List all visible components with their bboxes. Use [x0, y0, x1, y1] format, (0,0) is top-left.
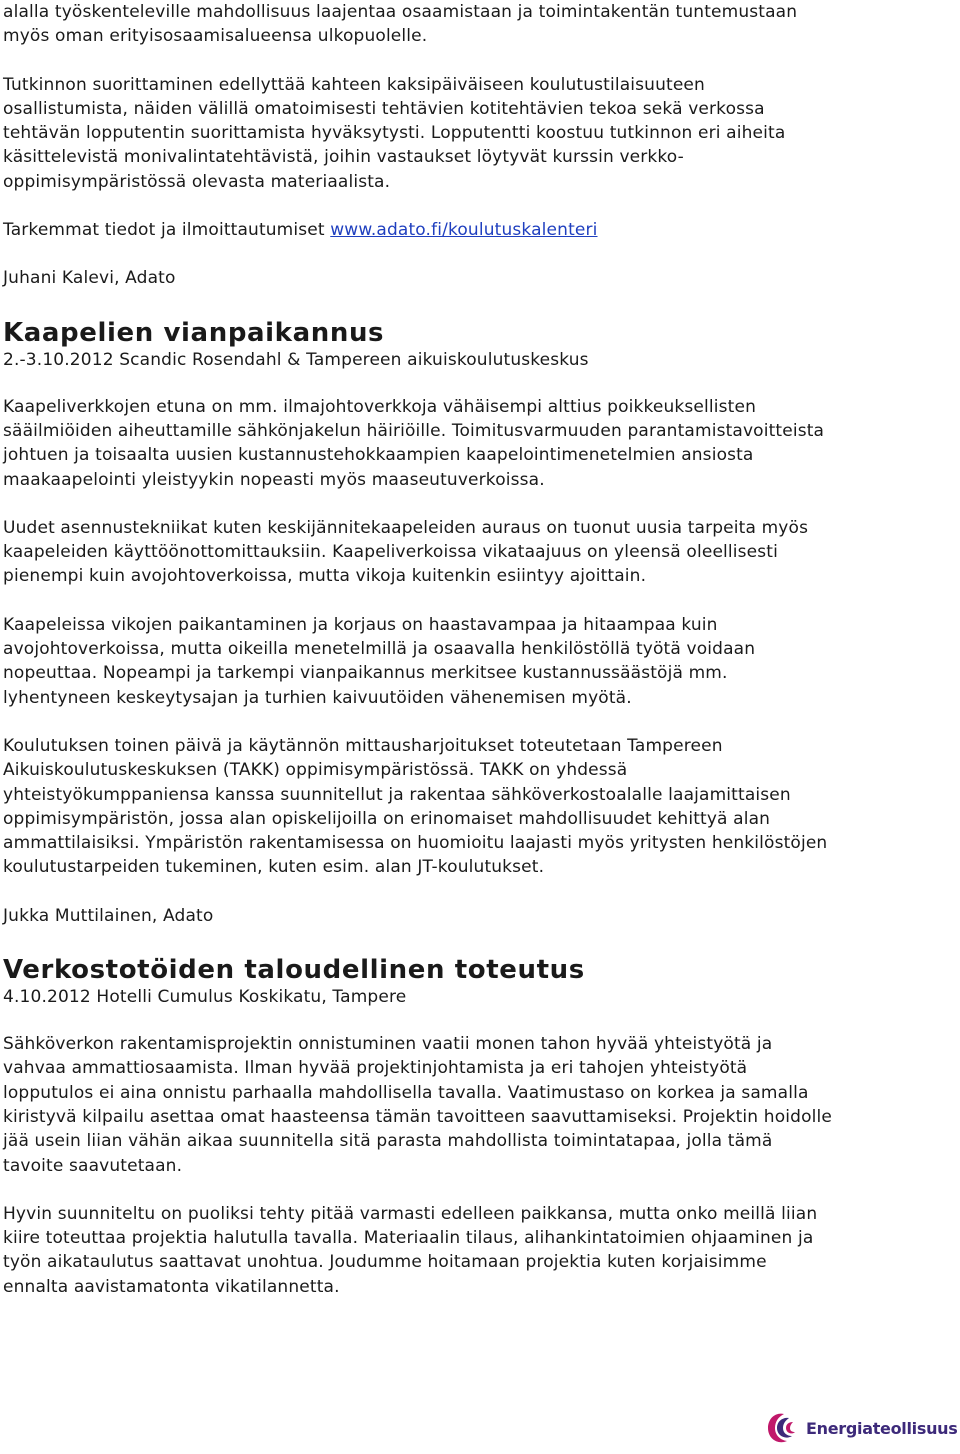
- more-info-text: Tarkemmat tiedot ja ilmoittautumiset: [3, 220, 331, 241]
- document-page: [3, 0, 957, 1299]
- section2-paragraph-2: Hyvin suunniteltu on puoliksi tehty pitää varmasti edelleen paikkansa, mutta onko meillä liian kiire toteuttaa projektia halutulla tavalla. Materiaalin tilaus, alihankintatoimien ohjaaminen ja työn aikataulutus saattavat unohtua. Joudumme hoitamaan projektia kuten korjaisimme ennalta aavistamatonta vikatilannetta.: [3, 1203, 818, 1297]
- intro-paragraph-2: Tutkinnon suorittaminen edellyttää kahteen kaksipäiväiseen koulutustilaisuuteen osallistumista, näiden välillä omatoimisesti tehtävien kotitehtävien tekoa sekä verkossa tehtävän lopputentin suorittamista hyväksytysti. Lopputentti koostuu tutkinnon eri aiheita käsittelevistä monivalintatehtävistä, joihin vastaukset löytyvät kurssin verkko- oppimisympäristössä olevasta materiaalista.: [3, 74, 786, 192]
- intro-author: Juhani Kalevi, Adato: [3, 268, 176, 289]
- section1-paragraph-4: Koulutuksen toinen päivä ja käytännön mittausharjoitukset toteutetaan Tampereen Aikuiskoulutuskeskuksen (TAKK) oppimisympäristössä. TAKK on yhdessä yhteistyökumppaniensa kanssa suunnitellut ja rakentaa sähköverkostoalalle laajamittaisen oppimisympäristön, jossa alan opiskelijoilla on erinomaiset mahdollisuudet kehittyä alan ammattilaisiksi. Ympäristön rakentamisessa on huomioitu laajasti myös yritysten henkilöstöjen koulutustarpeiden tukeminen, kuten esim. alan JT-koulutukset.: [3, 735, 828, 878]
- section2-date-venue: 4.10.2012 Hotelli Cumulus Koskikatu, Tampere: [3, 987, 407, 1008]
- section1-author: Jukka Muttilainen, Adato: [3, 905, 214, 926]
- energiateollisuus-logo: [762, 1406, 958, 1450]
- section1-paragraph-1: Kaapeliverkkojen etuna on mm. ilmajohtoverkkoja vähäisempi alttius poikkeuksellisten sääilmiöiden aiheuttamille sähkönjakelun häiriöille. Toimitusvarmuuden parantamistavoitteista johtuen ja toisaalta uusien kustannustehokkaampien kaapelointimenetelmien ansiosta maakaapelointi yleistyykin nopeasti myös maaseutuverkoissa.: [3, 396, 825, 490]
- intro-paragraph-1: alalla työskenteleville mahdollisuus laajentaa osaamistaan ja toimintakentän tuntemustaan myös oman erityisosaamisalueensa ulkopuolelle.: [3, 2, 798, 47]
- section-title-verkostotoiden-toteutus: Verkostotöiden taloudellinen toteutus: [3, 955, 585, 986]
- energiateollisuus-logo-icon: [762, 1408, 802, 1448]
- section1-paragraph-2: Uudet asennustekniikat kuten keskijännitekaapeleiden auraus on tuonut uusia tarpeita myös kaapeleiden käyttöönottomittauksiin. Kaapeliverkoissa vikataajuus on yleensä oleellisesti pienempi kuin avojohtoverkoissa, mutta vikoja kuitenkin esiintyy ajoittain.: [3, 517, 809, 587]
- section1-date-venue: 2.-3.10.2012 Scandic Rosendahl & Tampereen aikuiskoulutuskeskus: [3, 349, 589, 370]
- koulutuskalenteri-link[interactable]: www.adato.fi/koulutuskalenteri: [330, 220, 598, 241]
- section-title-kaapelien-vianpaikannus: Kaapelien vianpaikannus: [3, 317, 385, 348]
- section2-paragraph-1: Sähköverkon rakentamisprojektin onnistuminen vaatii monen tahon hyvää yhteistyötä ja vahvaa ammattiosaamista. Ilman hyvää projektinjohtamista ja eri tahojen yhteistyötä lopputulos ei aina onnistu parhaalla mahdollisella tavalla. Vaatimustaso on korkea ja samalla kiristyvä kilpailu asettaa omat haasteensa tämän tavoitteen saavuttamiseksi. Projektin hoidolle jää usein liian vähän aikaa suunnitella sitä parasta mahdollista toimintatapaa, jolla tämä tavoite saavutetaan.: [3, 1034, 832, 1176]
- more-info-line: [3, 218, 957, 242]
- logo-text: Energiateollisuus: [806, 1418, 958, 1438]
- section1-paragraph-3: Kaapeleissa vikojen paikantaminen ja korjaus on haastavampaa ja hitaampaa kuin avojohtoverkoissa, mutta oikeilla menetelmillä ja osaavalla henkilöstöllä työtä voidaan nopeuttaa. Nopeampi ja tarkempi vianpaikannus merkitsee kustannussäästöjä mm. lyhentyneen keskeytysajan ja turhien kaivuutöiden vähenemisen myötä.: [3, 614, 756, 708]
